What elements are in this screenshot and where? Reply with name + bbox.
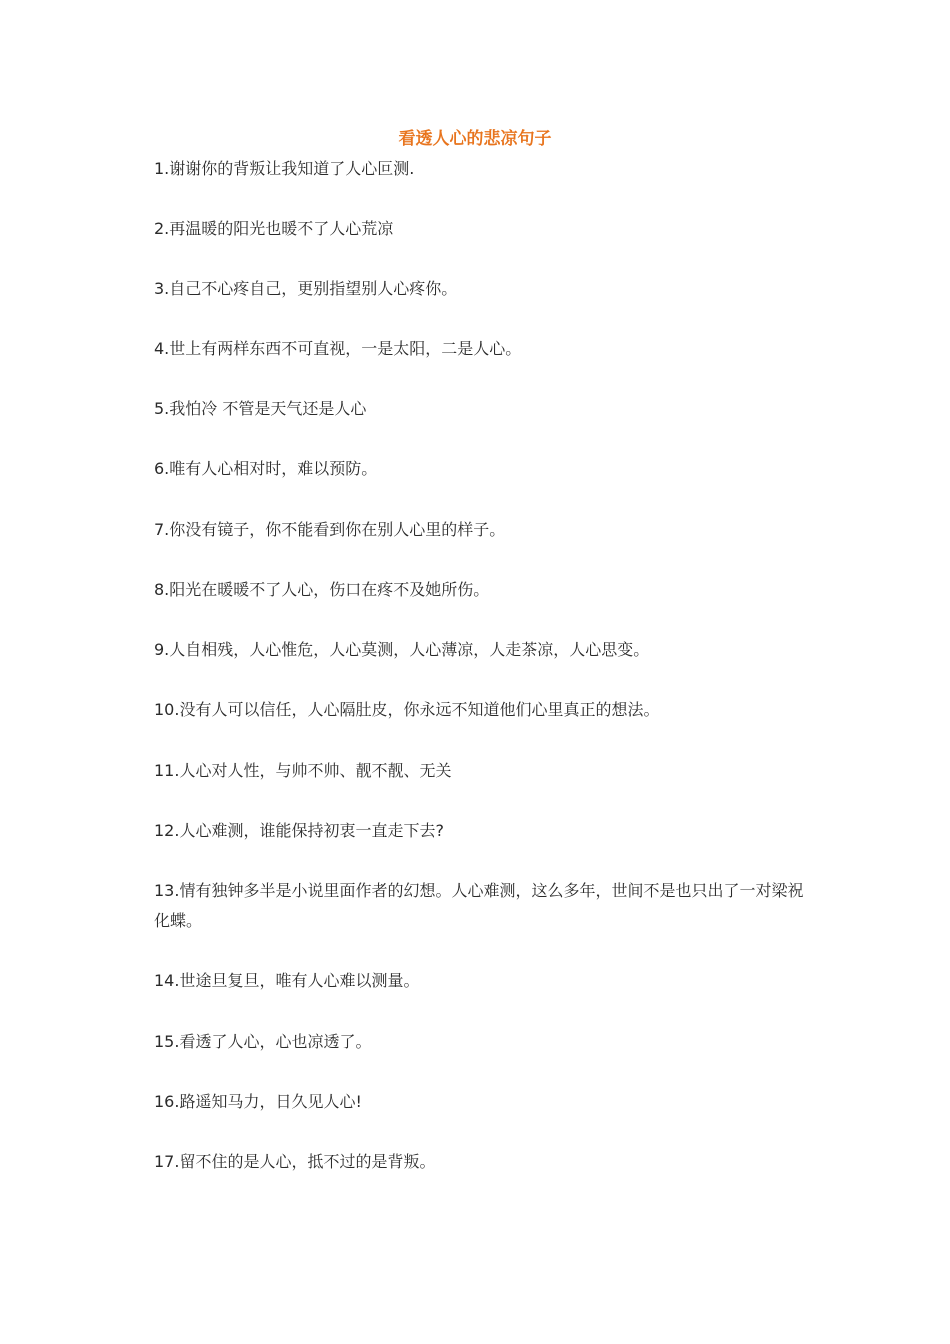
document-title: 看透人心的悲凉句子 [398, 129, 552, 149]
list-item: 9.人自相残，人心惟危，人心莫测，人心薄凉，人走茶凉，人心思变。 [154, 640, 650, 659]
list-item: 4.世上有两样东西不可直视，一是太阳，二是人心。 [154, 339, 522, 358]
list-item: 14.世途旦复旦，唯有人心难以测量。 [154, 971, 420, 990]
list-item: 13.情有独钟多半是小说里面作者的幻想。人心难测，这么多年，世间不是也只出了一对梁祝化蝶。 [154, 881, 804, 930]
list-item: 12.人心难测，谁能保持初衷一直走下去? [154, 821, 444, 840]
list-item: 16.路遥知马力，日久见人心! [154, 1092, 362, 1111]
list-item: 10.没有人可以信任，人心隔肚皮，你永远不知道他们心里真正的想法。 [154, 700, 660, 719]
list-item: 3.自己不心疼自己，更别指望别人心疼你。 [154, 279, 458, 298]
list-item: 6.唯有人心相对时，难以预防。 [154, 459, 378, 478]
list-item: 7.你没有镜子，你不能看到你在别人心里的样子。 [154, 520, 506, 539]
list-item: 17.留不住的是人心，抵不过的是背叛。 [154, 1152, 436, 1171]
list-item: 11.人心对人性，与帅不帅、靓不靓、无关 [154, 761, 452, 780]
list-item: 1.谢谢你的背叛让我知道了人心叵测. [154, 159, 415, 178]
list-item: 5.我怕冷 不管是天气还是人心 [154, 399, 367, 418]
list-item: 15.看透了人心，心也凉透了。 [154, 1032, 372, 1051]
list-item: 8.阳光在暖暖不了人心，伤口在疼不及她所伤。 [154, 580, 490, 599]
list-item: 2.再温暖的阳光也暖不了人心荒凉 [154, 219, 394, 238]
